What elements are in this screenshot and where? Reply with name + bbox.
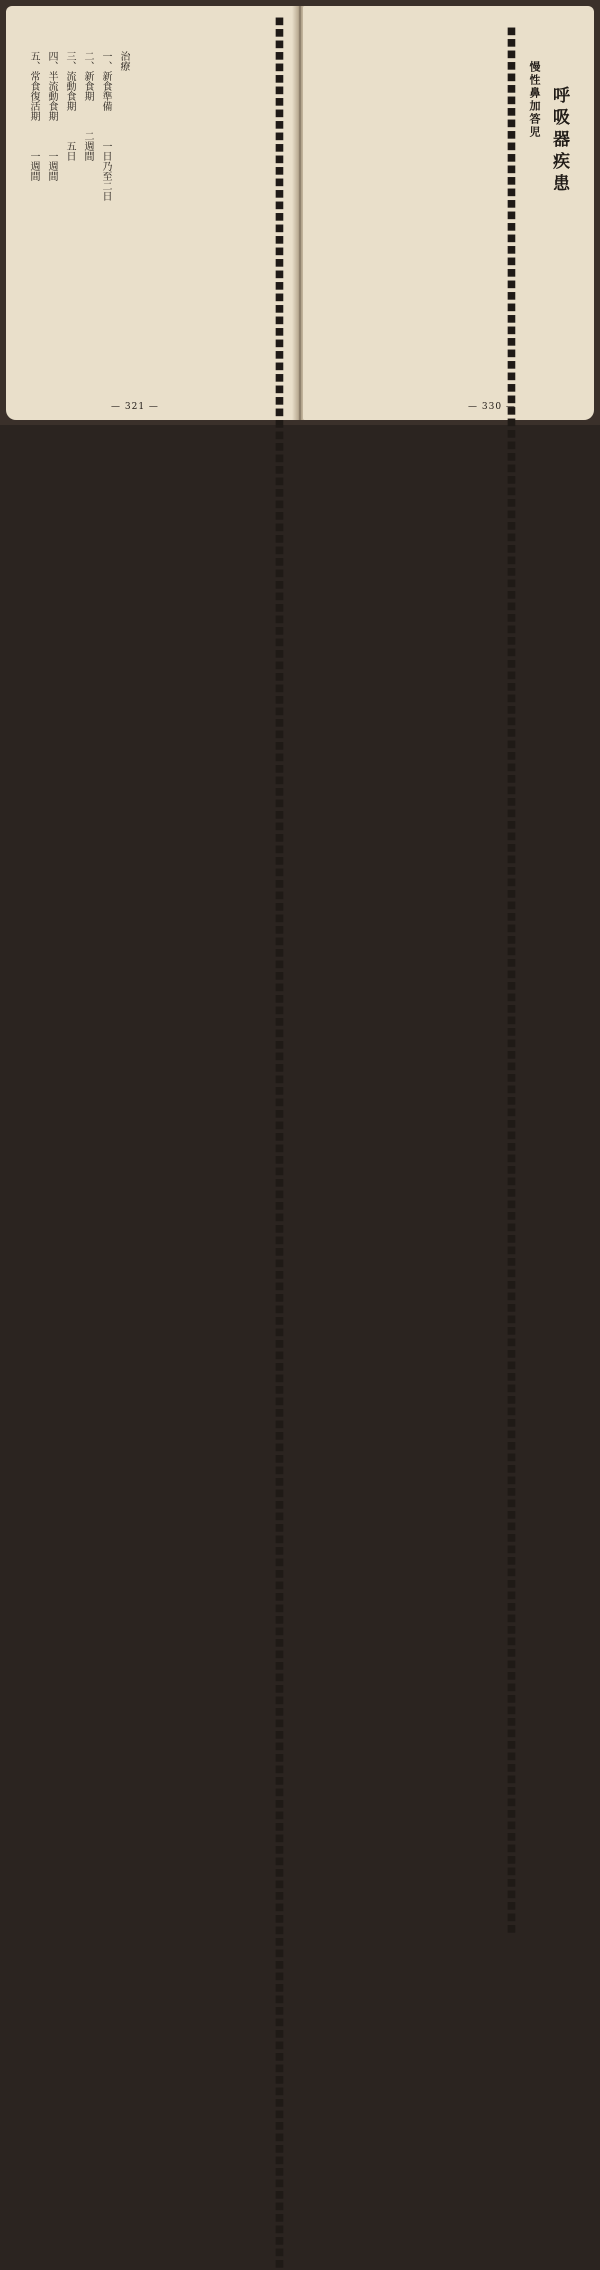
right-page-number: — 330 — [468, 402, 516, 412]
fasting-schedule [26, 51, 130, 251]
chapter-title: 呼吸器疾患 [549, 86, 569, 196]
schedule-item: 三、流動食期 [64, 51, 75, 111]
schedule-item: 二、新食期 [82, 51, 93, 101]
left-page [6, 6, 297, 2270]
schedule-row [26, 51, 40, 251]
schedule-item: 五、常食復活期 [28, 51, 39, 121]
schedule-row [80, 51, 94, 251]
schedule-period: 一週間 [46, 151, 57, 181]
left-page-number: — 321 — [111, 402, 159, 412]
schedule-row [62, 51, 76, 251]
right-page-body-text: ■■■■■■■■■■■■■■■■■■■■■■■■■■■■■■■■■■■■■■■■■■■■■■■■■■■■■■■■■■■■■■■■■■■■■■■■■■■■■■■■■■■■■■■■■■■■■■■■■■■■■■■■■■■■■■■■■■■■■■■■■■■■■■■■■■■■■■■■■■■■■■■■■■■■■■■■■■■■■■■■■■■■■■ [506, 26, 517, 1935]
schedule-period: 一週間 [28, 151, 39, 181]
left-page-body-text: ■■■■■■■■■■■■■■■■■■■■■■■■■■■■■■■■■■■■■■■■■■■■■■■■■■■■■■■■■■■■■■■■■■■■■■■■■■■■■■■■■■■■■■■■■■■■■■■■■■■■■■■■■■■■■■■■■■■■■■■■■■■■■■■■■■■■■■■■■■■■■■■■■■■■■■■■■■■■■■■■■■■■■■■■■■■■■■■■■■■■■■■■■■■■■■■■■■■■ [274, 16, 285, 2270]
right-page [303, 6, 594, 1935]
schedule-item: 一、新食準備 [100, 51, 111, 111]
schedule-item: 四、半流動食期 [46, 51, 57, 121]
schedule-period: 二週間 [82, 131, 93, 161]
schedule-heading: 治療 [118, 51, 129, 71]
schedule-period: 一日乃至二日 [100, 141, 111, 201]
schedule-period: 五日 [64, 141, 75, 161]
schedule-row [98, 51, 112, 251]
section-title: 慢性鼻加答児 [528, 61, 541, 139]
schedule-row [44, 51, 58, 251]
